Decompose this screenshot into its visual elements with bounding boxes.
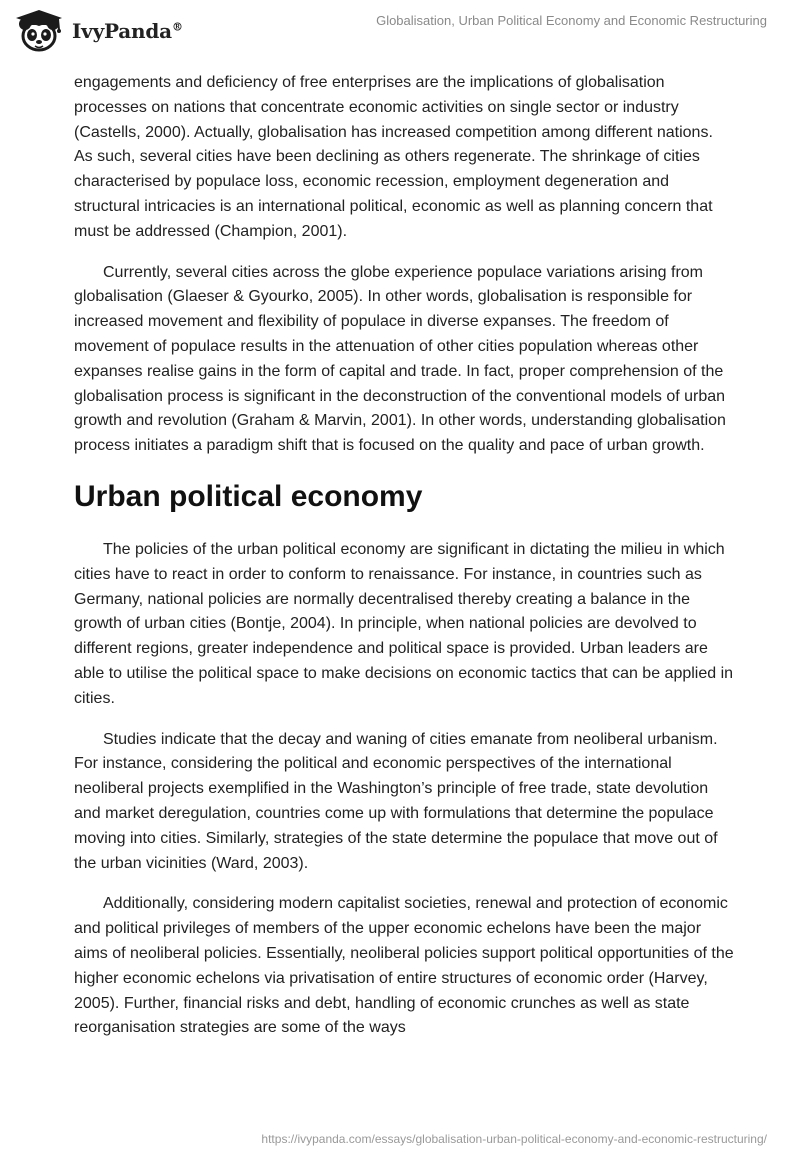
section-heading: Urban political economy	[74, 479, 423, 513]
paragraph: Currently, several cities across the globe experience populace variations arising from globalisation (Glaeser & Gyourko, 2005). In other words, globalisation is responsible for increased movement and flexibility of populace in diverse expanses. The freedom of movement of populace results in the attenuation of other cities population whereas other expanses realise gains in the form of capital and trade. In fact, proper comprehension of the globalisation process is significant in the deconstruction of the conventional models of urban growth and revolution (Graham & Marvin, 2001). In other words, understanding globalisation process initiates a paradigm shift that is focused on the quality and pace of urban growth.	[74, 263, 726, 455]
paragraph: Studies indicate that the decay and waning of cities emanate from neoliberal urbanism. For instance, considering the political and economic perspectives of the international neoliberal projects exemplified in the Washington’s principle of free trade, state devolution and market deregulation, countries come up with formulations that determine the populace moving into cities. Similarly, strategies of the state determine the populace that move out of the urban vicinities (Ward, 2003).	[74, 730, 718, 872]
ivypanda-logo[interactable]	[14, 8, 183, 54]
paragraph: The policies of the urban political economy are significant in dictating the milieu in which cities have to react in order to conform to renaissance. For instance, in countries such as Germany, national policies are normally decentralised thereby creating a balance in the growth of urban cities (Bontje, 2004). In principle, when national policies are devolved to different regions, greater independence and political space is provided. Urban leaders are able to utilise the political space to make decisions on economic tactics that can be applied in cities.	[74, 540, 734, 707]
source-url[interactable]: https://ivypanda.com/essays/globalisation-urban-political-economy-and-economic-restructuring/	[261, 1132, 767, 1146]
document-title: Globalisation, Urban Political Economy and Economic Restructuring	[376, 13, 767, 28]
paragraph: Additionally, considering modern capitalist societies, renewal and protection of economic and political privileges of members of the upper economic echelons have been the major aims of neoliberal policies. Essentially, neoliberal policies support political opportunities of the higher economic echelons via privatisation of entire structures of economic order (Harvey, 2005). Further, financial risks and debt, handling of economic crunches as well as state reorganisation strategies are some of the ways	[74, 895, 734, 1037]
essay-content	[74, 71, 734, 1057]
page-header	[0, 0, 800, 64]
paragraph: engagements and deficiency of free enterprises are the implications of globalisation processes on nations that concentrate economic activities on single sector or industry (Castells, 2000). Actually, globalisation has increased competition among different nations. As such, several cities have been declining as others regenerate. The shrinkage of cities characterised by populace loss, economic recession, employment degeneration and structural intricacies is an international political, economic as well as planning concern that must be addressed (Champion, 2001).	[74, 74, 713, 240]
brand-name: IvyPanda®	[72, 19, 183, 43]
panda-graduate-icon	[14, 8, 66, 54]
